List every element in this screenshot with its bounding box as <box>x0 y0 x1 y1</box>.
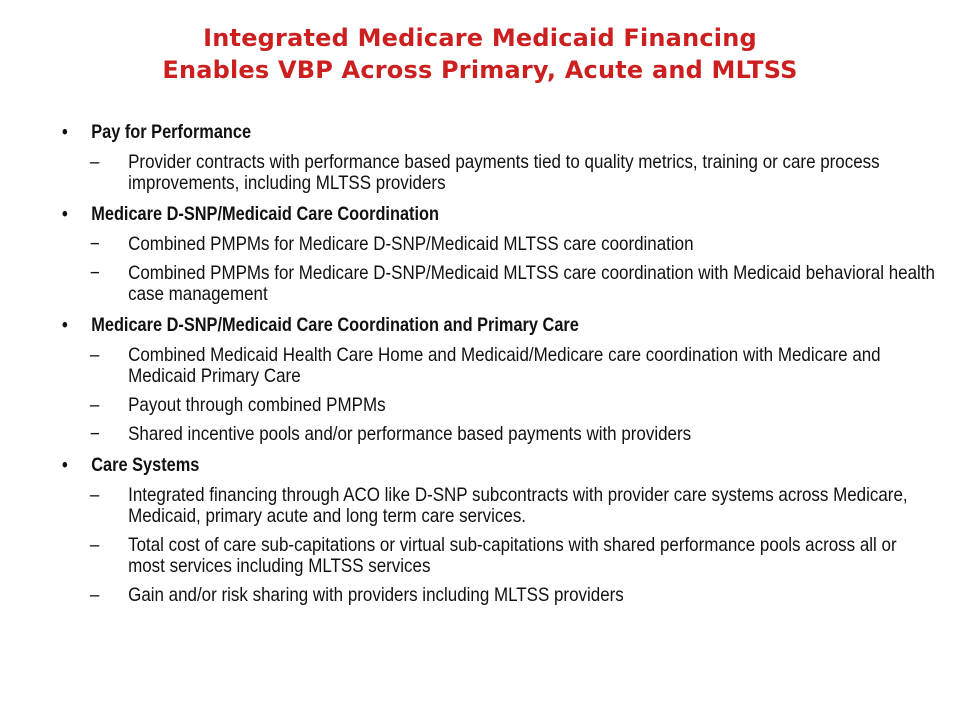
bullet-dsnp-care-coordination <box>62 202 793 228</box>
slide-content <box>62 120 935 614</box>
sub-item-text: Combined Medicaid Health Care Home and Medicaid/Medicare care coordination with Medicare and Medicaid Primary Care <box>128 344 881 387</box>
dash-icon: – <box>89 394 100 416</box>
bullet-pay-for-performance <box>62 120 793 146</box>
bullet-icon: • <box>62 204 68 225</box>
bullet-heading: Medicare D-SNP/Medicaid Care Coordination and Primary Care <box>91 315 579 336</box>
sub-item <box>62 345 937 387</box>
sub-item-text: Combined PMPMs for Medicare D-SNP/Medicaid MLTSS care coordination <box>128 233 694 255</box>
bullet-dsnp-care-coordination-primary-care <box>62 313 793 339</box>
dash-icon: − <box>89 233 100 255</box>
slide-title-line-1: Integrated Medicare Medicaid Financing <box>203 24 757 52</box>
sub-item-text: Provider contracts with performance based payments tied to quality metrics, training or care process improvements, including MLTSS providers <box>128 151 880 194</box>
bullet-icon: • <box>62 455 68 476</box>
dash-icon: – <box>89 484 100 506</box>
sub-item <box>62 263 937 305</box>
bullet-heading: Pay for Performance <box>91 122 252 143</box>
sub-item-text: Integrated financing through ACO like D-SNP subcontracts with provider care systems across Medicare, Medicaid, primary acute and long term care services. <box>128 484 908 527</box>
dash-icon: − <box>89 262 100 284</box>
dash-icon: – <box>89 151 100 173</box>
bullet-icon: • <box>62 315 68 336</box>
slide-title-line-2: Enables VBP Across Primary, Acute and MLTSS <box>162 56 798 84</box>
sub-item <box>62 585 937 606</box>
sub-item <box>62 234 937 255</box>
dash-icon: – <box>89 534 100 556</box>
bullet-icon: • <box>62 122 68 143</box>
sub-item-text: Combined PMPMs for Medicare D-SNP/Medicaid MLTSS care coordination with Medicaid behavioral health case management <box>128 262 935 305</box>
sub-item-text: Total cost of care sub-capitations or virtual sub-capitations with shared performance pools across all or most services including MLTSS services <box>128 534 897 577</box>
sub-item-text: Shared incentive pools and/or performance based payments with providers <box>128 423 692 445</box>
bullet-care-systems <box>62 453 793 479</box>
bullet-heading: Medicare D-SNP/Medicaid Care Coordination <box>91 204 439 225</box>
dash-icon: – <box>89 344 100 366</box>
sub-item <box>62 152 937 194</box>
sub-item <box>62 424 937 445</box>
dash-icon: – <box>89 584 100 606</box>
sub-item-text: Payout through combined PMPMs <box>128 394 386 416</box>
slide-title <box>40 22 920 86</box>
sub-item <box>62 485 937 527</box>
sub-item <box>62 535 937 577</box>
dash-icon: − <box>89 423 100 445</box>
sub-item-text: Gain and/or risk sharing with providers including MLTSS providers <box>128 584 624 606</box>
bullet-heading: Care Systems <box>91 455 200 476</box>
sub-item <box>62 395 937 416</box>
